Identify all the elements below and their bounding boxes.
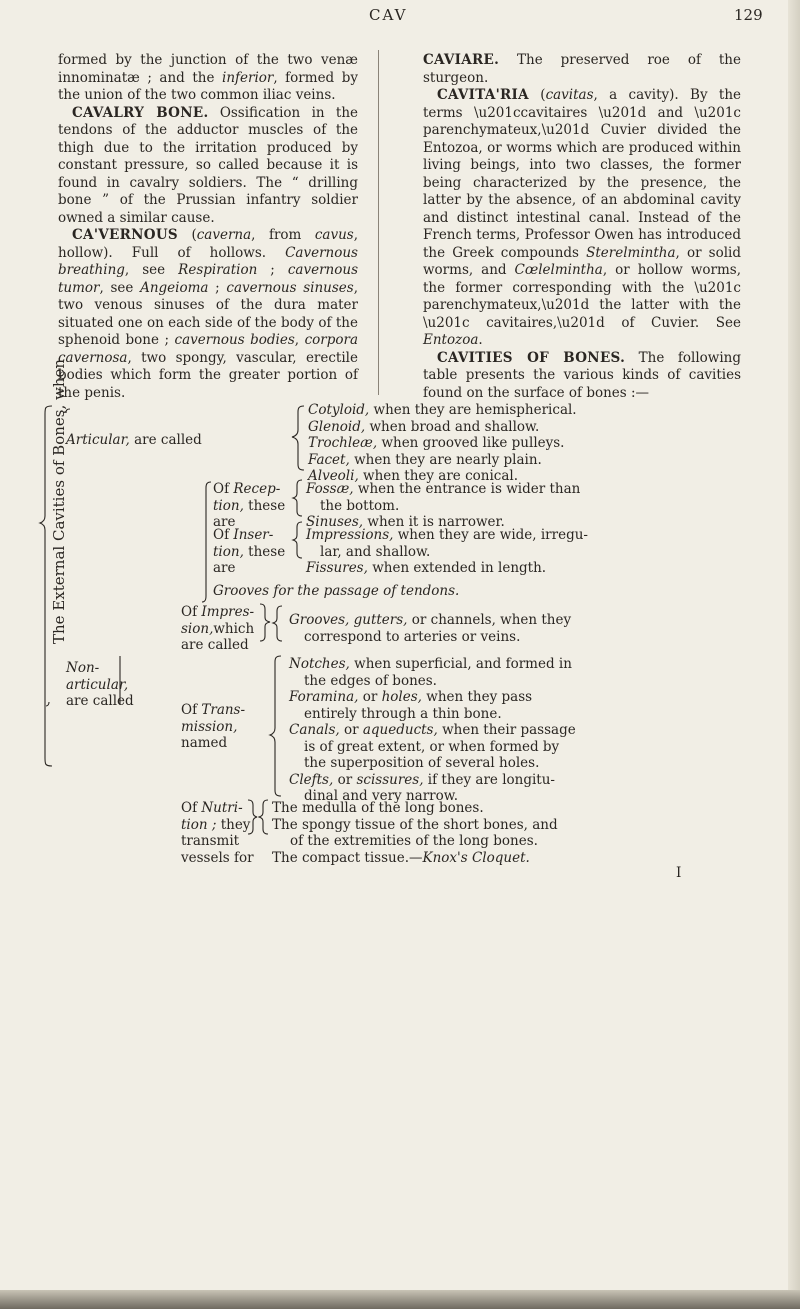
articular-item: Glenoid, when broad and shallow. <box>308 418 540 435</box>
insertion-label: are <box>213 560 236 576</box>
fossae-row: Fossæ, when the entrance is wider than <box>306 481 581 497</box>
side-title-text: The External Cavities of Bones, when <box>50 358 68 644</box>
grooves-heading: Grooves for the passage of tendons. <box>213 583 460 599</box>
fossae-row: the bottom. <box>320 497 400 514</box>
scan-shadow <box>0 1290 800 1309</box>
signature-mark: I <box>676 865 682 881</box>
grooves-row: Grooves, gutters, or channels, when they <box>289 612 572 628</box>
nutrition-label: Of Nutri- <box>181 800 243 816</box>
reception-label: Of Recep- <box>213 481 281 497</box>
headword: CAVALRY BONE. <box>72 104 209 121</box>
articular-item: Facet, when they are nearly plain. <box>308 451 542 468</box>
insertion-label: Of Inser- <box>213 527 274 543</box>
nutrition-item: The compact tissue.—Knox's Cloquet. <box>272 849 530 866</box>
impression-label: sion,which <box>181 620 255 637</box>
headword: CA'VERNOUS <box>72 227 178 243</box>
nutrition-label: tion ; they <box>181 816 251 833</box>
headword: CAVIARE. <box>423 52 500 68</box>
foramina-row: entirely through a thin bone. <box>304 705 502 722</box>
impressions-row: Impressions, when they are wide, irregu- <box>306 527 588 543</box>
clefts-row: dinal and very narrow. <box>304 788 458 804</box>
articular-item: Alveoli, when they are conical. <box>308 468 519 484</box>
notches-row: the edges of bones. <box>304 672 437 689</box>
nutrition-item: The medulla of the long bones. <box>272 800 484 816</box>
transmission-label: mission, <box>181 718 238 735</box>
transmission-label: Of Trans- <box>181 702 246 718</box>
entry-text: The preserved roe of the sturgeon. <box>423 52 741 86</box>
nutrition-label: transmit <box>181 833 240 849</box>
reception-label: are <box>213 514 236 530</box>
reception-label: tion, these <box>213 497 286 514</box>
canals-row: is of great extent, or when formed by <box>304 738 560 755</box>
continued-paragraph: formed by the junction of the two venæ innominatæ ; and the inferior, formed by the union of the two common iliac veins. <box>58 52 358 103</box>
clefts-row: Clefts, or scissures, if they are longitu- <box>289 771 555 788</box>
impressions-row: lar, and shallow. <box>320 543 431 560</box>
page-number: 129 <box>734 6 763 24</box>
headword: CAVITA'RIA <box>437 87 529 103</box>
foramina-row: Foramina, or holes, when they pass <box>289 689 533 705</box>
entry-cavitaria: CAVITA'RIA (cavitas, a cavity). By the terms \u201ccavitaires \u201d and \u201c parenchymateux,\u201d Cuvier divided the Entozoa, or worms which are produced within living beings, into two classes, the former being characterized by the presence, the latter by the absence, of an abdominal cavity and distinct intestinal canal. Instead of the French terms, Professor Owen has introduced the Greek compounds Sterelmintha, or solid worms, and Cœlelmintha, or hollow worms, the former corresponding with the \u201c parenchymateux,\u201d the latter with the \u201c cavitaires,\u201d of Cuvier. See Entozoa. <box>423 87 742 348</box>
insertion-label: tion, these <box>213 543 286 560</box>
notches-row: Notches, when superficial, and formed in <box>289 656 572 672</box>
canals-row: the superposition of several holes. <box>304 755 540 771</box>
transmission-label: named <box>181 735 228 751</box>
articular-item: Cotyloid, when they are hemispherical. <box>308 402 577 418</box>
canals-row: Canals, or aqueducts, when their passage <box>289 722 576 738</box>
nutrition-item: of the extremities of the long bones. <box>290 833 538 849</box>
entry-text: Ossification in the tendons of the adductor muscles of the thigh due to the irritation produced by constant pressure, so called because it is found in cavalry soldiers. The “ drilling bone ” of the Prussian infantry soldier owned a similar cause. <box>58 104 359 226</box>
non-articular-label: are called <box>66 693 134 709</box>
articular-item: Trochleæ, when grooved like pulleys. <box>308 435 565 451</box>
entry-text: The following table presents the various kinds of cavities found on the surface of bones :— <box>423 349 742 401</box>
sinuses-row: Sinuses, when it is narrower. <box>306 514 505 530</box>
impression-label: are called <box>181 637 249 653</box>
page-edge <box>788 0 800 1290</box>
nutrition-item: The spongy tissue of the short bones, and <box>272 816 558 833</box>
non-articular-label: Non- <box>66 660 100 676</box>
grooves-row: correspond to arteries or veins. <box>304 628 521 645</box>
non-articular-label: articular, <box>66 676 129 693</box>
articular-label: Articular, are called <box>66 432 202 448</box>
entry-cavernous: CA'VERNOUS (caverna, from cavus, hollow). Full of hollows. Cavernous breathing, see Respiration ; cavernous tumor, see Angeioma ; cavernous sinuses, two venous sinuses of the dura mater situated one on each side of the body of the sphenoid bone ; cavernous bodies, corpora cavernosa, two spongy, vascular, erectile bodies which form the greater portion of the penis. <box>58 227 358 401</box>
fissures-row: Fissures, when extended in length. <box>306 560 547 576</box>
impression-label: Of Impres- <box>181 604 255 620</box>
nutrition-label: vessels for <box>181 849 254 866</box>
running-head: CAV <box>369 6 408 24</box>
headword: CAVITIES OF BONES. <box>437 349 626 366</box>
